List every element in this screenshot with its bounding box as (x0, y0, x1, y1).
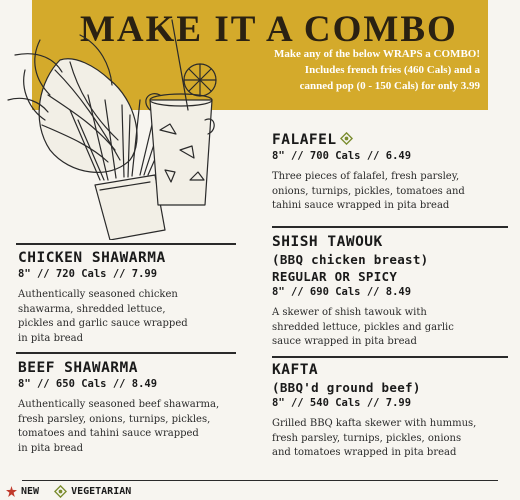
description-line: in pita bread (18, 442, 84, 454)
description-line: Authentically seasoned beef shawarma, (18, 399, 220, 410)
description-line: sauce wrapped in pita bread (272, 336, 417, 347)
menu-item-chicken-shawarma (18, 250, 248, 346)
divider (16, 243, 236, 245)
description-line: shawarma, shredded lettuce, (18, 303, 166, 315)
description-line: Authentically seasoned chicken (18, 289, 178, 300)
item-subtitle: (BBQ'd ground beef) (272, 380, 421, 395)
item-description (18, 288, 248, 346)
item-meta: 8" // 690 Cals // 8.49 (272, 286, 412, 298)
item-subtitle: REGULAR OR SPICY (272, 269, 398, 284)
description-line: pickles and garlic sauce wrapped (18, 318, 188, 329)
banner-note-line: Make any of the below WRAPS a COMBO! (273, 48, 480, 60)
legend-vegetarian-label: VEGETARIAN (71, 486, 132, 497)
description-line: Grilled BBQ kafta skewer with hummus, (272, 418, 477, 429)
item-subtitle: (BBQ chicken breast) (272, 252, 429, 267)
description-line: and tomatoes wrapped in pita bread (272, 447, 457, 458)
item-name: FALAFEL (272, 132, 337, 148)
legend (6, 485, 139, 498)
item-meta: 8" // 650 Cals // 8.49 (18, 378, 158, 390)
menu-item-beef-shawarma (18, 360, 258, 456)
banner-note-line: Includes french fries (460 Cals) and a (304, 64, 480, 76)
description-line: onions, turnips, pickles, tomatoes and (272, 185, 465, 197)
banner-title: MAKE IT A COMBO (80, 9, 458, 50)
wrap-leaves-icon (8, 35, 137, 172)
divider (272, 226, 508, 228)
banner-note-line: canned pop (0 - 150 Cals) for only 3.99 (299, 80, 480, 92)
description-line: A skewer of shish tawouk with (272, 307, 427, 318)
new-star-icon (6, 486, 17, 497)
divider (22, 480, 498, 481)
banner-note (230, 46, 480, 94)
legend-new-label: NEW (21, 486, 40, 497)
item-name-row (272, 132, 512, 148)
item-meta: 8" // 700 Cals // 6.49 (272, 150, 412, 162)
menu-item-shish-tawouk (272, 234, 512, 350)
item-name: CHICKEN SHAWARMA (18, 250, 166, 266)
divider (272, 356, 508, 358)
item-name: SHISH TAWOUK (272, 234, 383, 250)
item-description (272, 306, 512, 350)
item-description (272, 170, 512, 214)
description-line: tomatoes and tahini sauce wrapped (18, 428, 199, 439)
item-name: KAFTA (272, 362, 319, 378)
description-line: fresh parsley, turnips, pickles, onions (272, 432, 462, 444)
description-line: fresh parsley, onions, turnips, pickles, (18, 413, 211, 425)
description-line: Three pieces of falafel, fresh parsley, (272, 171, 460, 182)
divider (16, 352, 236, 354)
food-illustration (0, 0, 260, 240)
drink-glass-icon (146, 20, 216, 205)
vegetarian-diamond-icon (54, 485, 67, 498)
description-line: shredded lettuce, pickles and garlic (272, 321, 454, 333)
item-meta: 8" // 720 Cals // 7.99 (18, 268, 158, 280)
footer-legend (0, 480, 520, 500)
item-meta: 8" // 540 Cals // 7.99 (272, 397, 412, 409)
description-line: in pita bread (18, 332, 84, 344)
description-line: tahini sauce wrapped in pita bread (272, 200, 450, 211)
menu-item-falafel (272, 132, 512, 214)
vegetarian-diamond-icon (340, 132, 353, 145)
item-name: BEEF SHAWARMA (18, 360, 138, 376)
item-description (272, 417, 512, 461)
item-description (18, 398, 258, 456)
menu-item-kafta (272, 362, 512, 461)
